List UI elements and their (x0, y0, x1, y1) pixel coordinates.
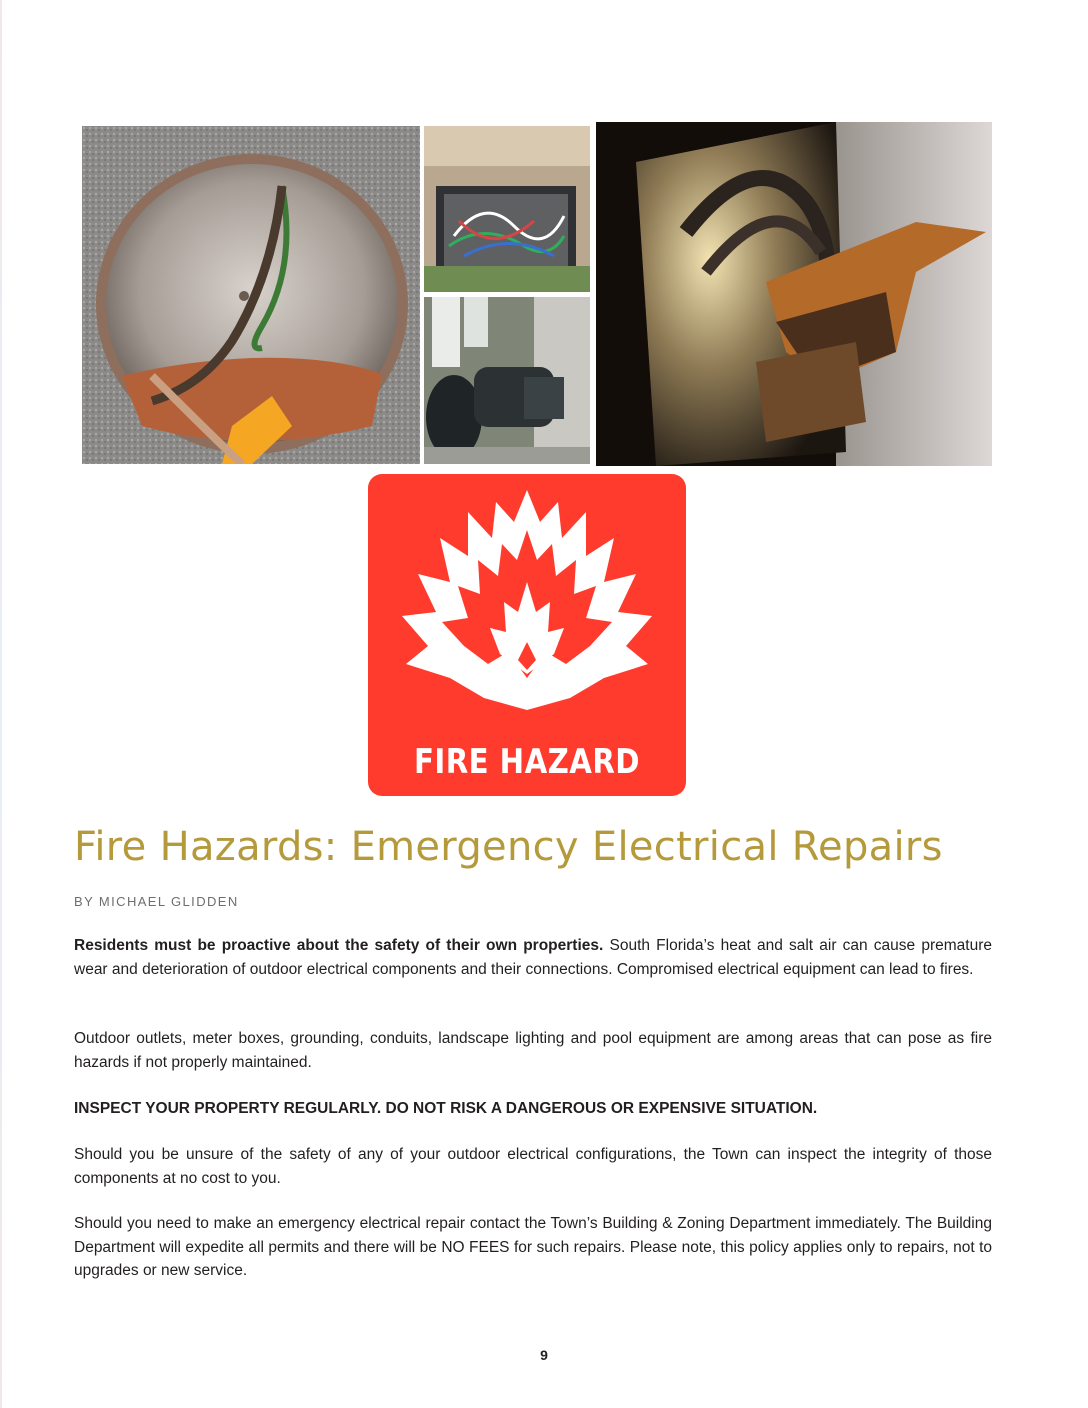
paragraph-emergency-repair: Should you need to make an emergency electrical repair contact the Town’s Building & Zoning Department immediately. The Building Department will expedite all permits and there will be NO FEES for such repairs. Please note, this policy applies only to repairs, not to upgrades or new service. (74, 1215, 992, 1279)
corroded-light-fixture-photo (82, 126, 420, 464)
paragraph-inspect-warning: INSPECT YOUR PROPERTY REGULARLY. DO NOT RISK A DANGEROUS OR EXPENSIVE SITUATION. (74, 1100, 818, 1117)
article-byline: BY MICHAEL GLIDDEN (74, 894, 239, 909)
junction-box-wires-photo (424, 126, 590, 292)
paragraph-intro (74, 934, 992, 981)
paragraph-town-inspection: Should you be unsure of the safety of any of your outdoor electrical configurations, the Town can inspect the integrity of those components at no cost to you. (74, 1146, 992, 1187)
pool-pump-photo (424, 297, 590, 464)
fire-hazard-sign (368, 474, 686, 796)
paragraph-intro-rest: South Florida’s heat and salt air can cause premature wear and deterioration of outdoor electrical components and their connections. Compromised electrical equipment can lead to fires. (74, 937, 992, 978)
flame-icon (390, 482, 664, 722)
page-edge-line (0, 0, 2, 1408)
paragraph-hazard-areas: Outdoor outlets, meter boxes, grounding, conduits, landscape lighting and pool equipment are among areas that can pose as fire hazards if not properly maintained. (74, 1030, 992, 1071)
article-title: Fire Hazards: Emergency Electrical Repairs (74, 824, 943, 870)
fire-hazard-label: FIRE HAZARD (414, 742, 640, 782)
burnt-outlet-photo (596, 122, 992, 466)
paragraph-intro-lead: Residents must be proactive about the safety of their own properties. (74, 937, 604, 954)
page-number: 9 (540, 1347, 548, 1363)
